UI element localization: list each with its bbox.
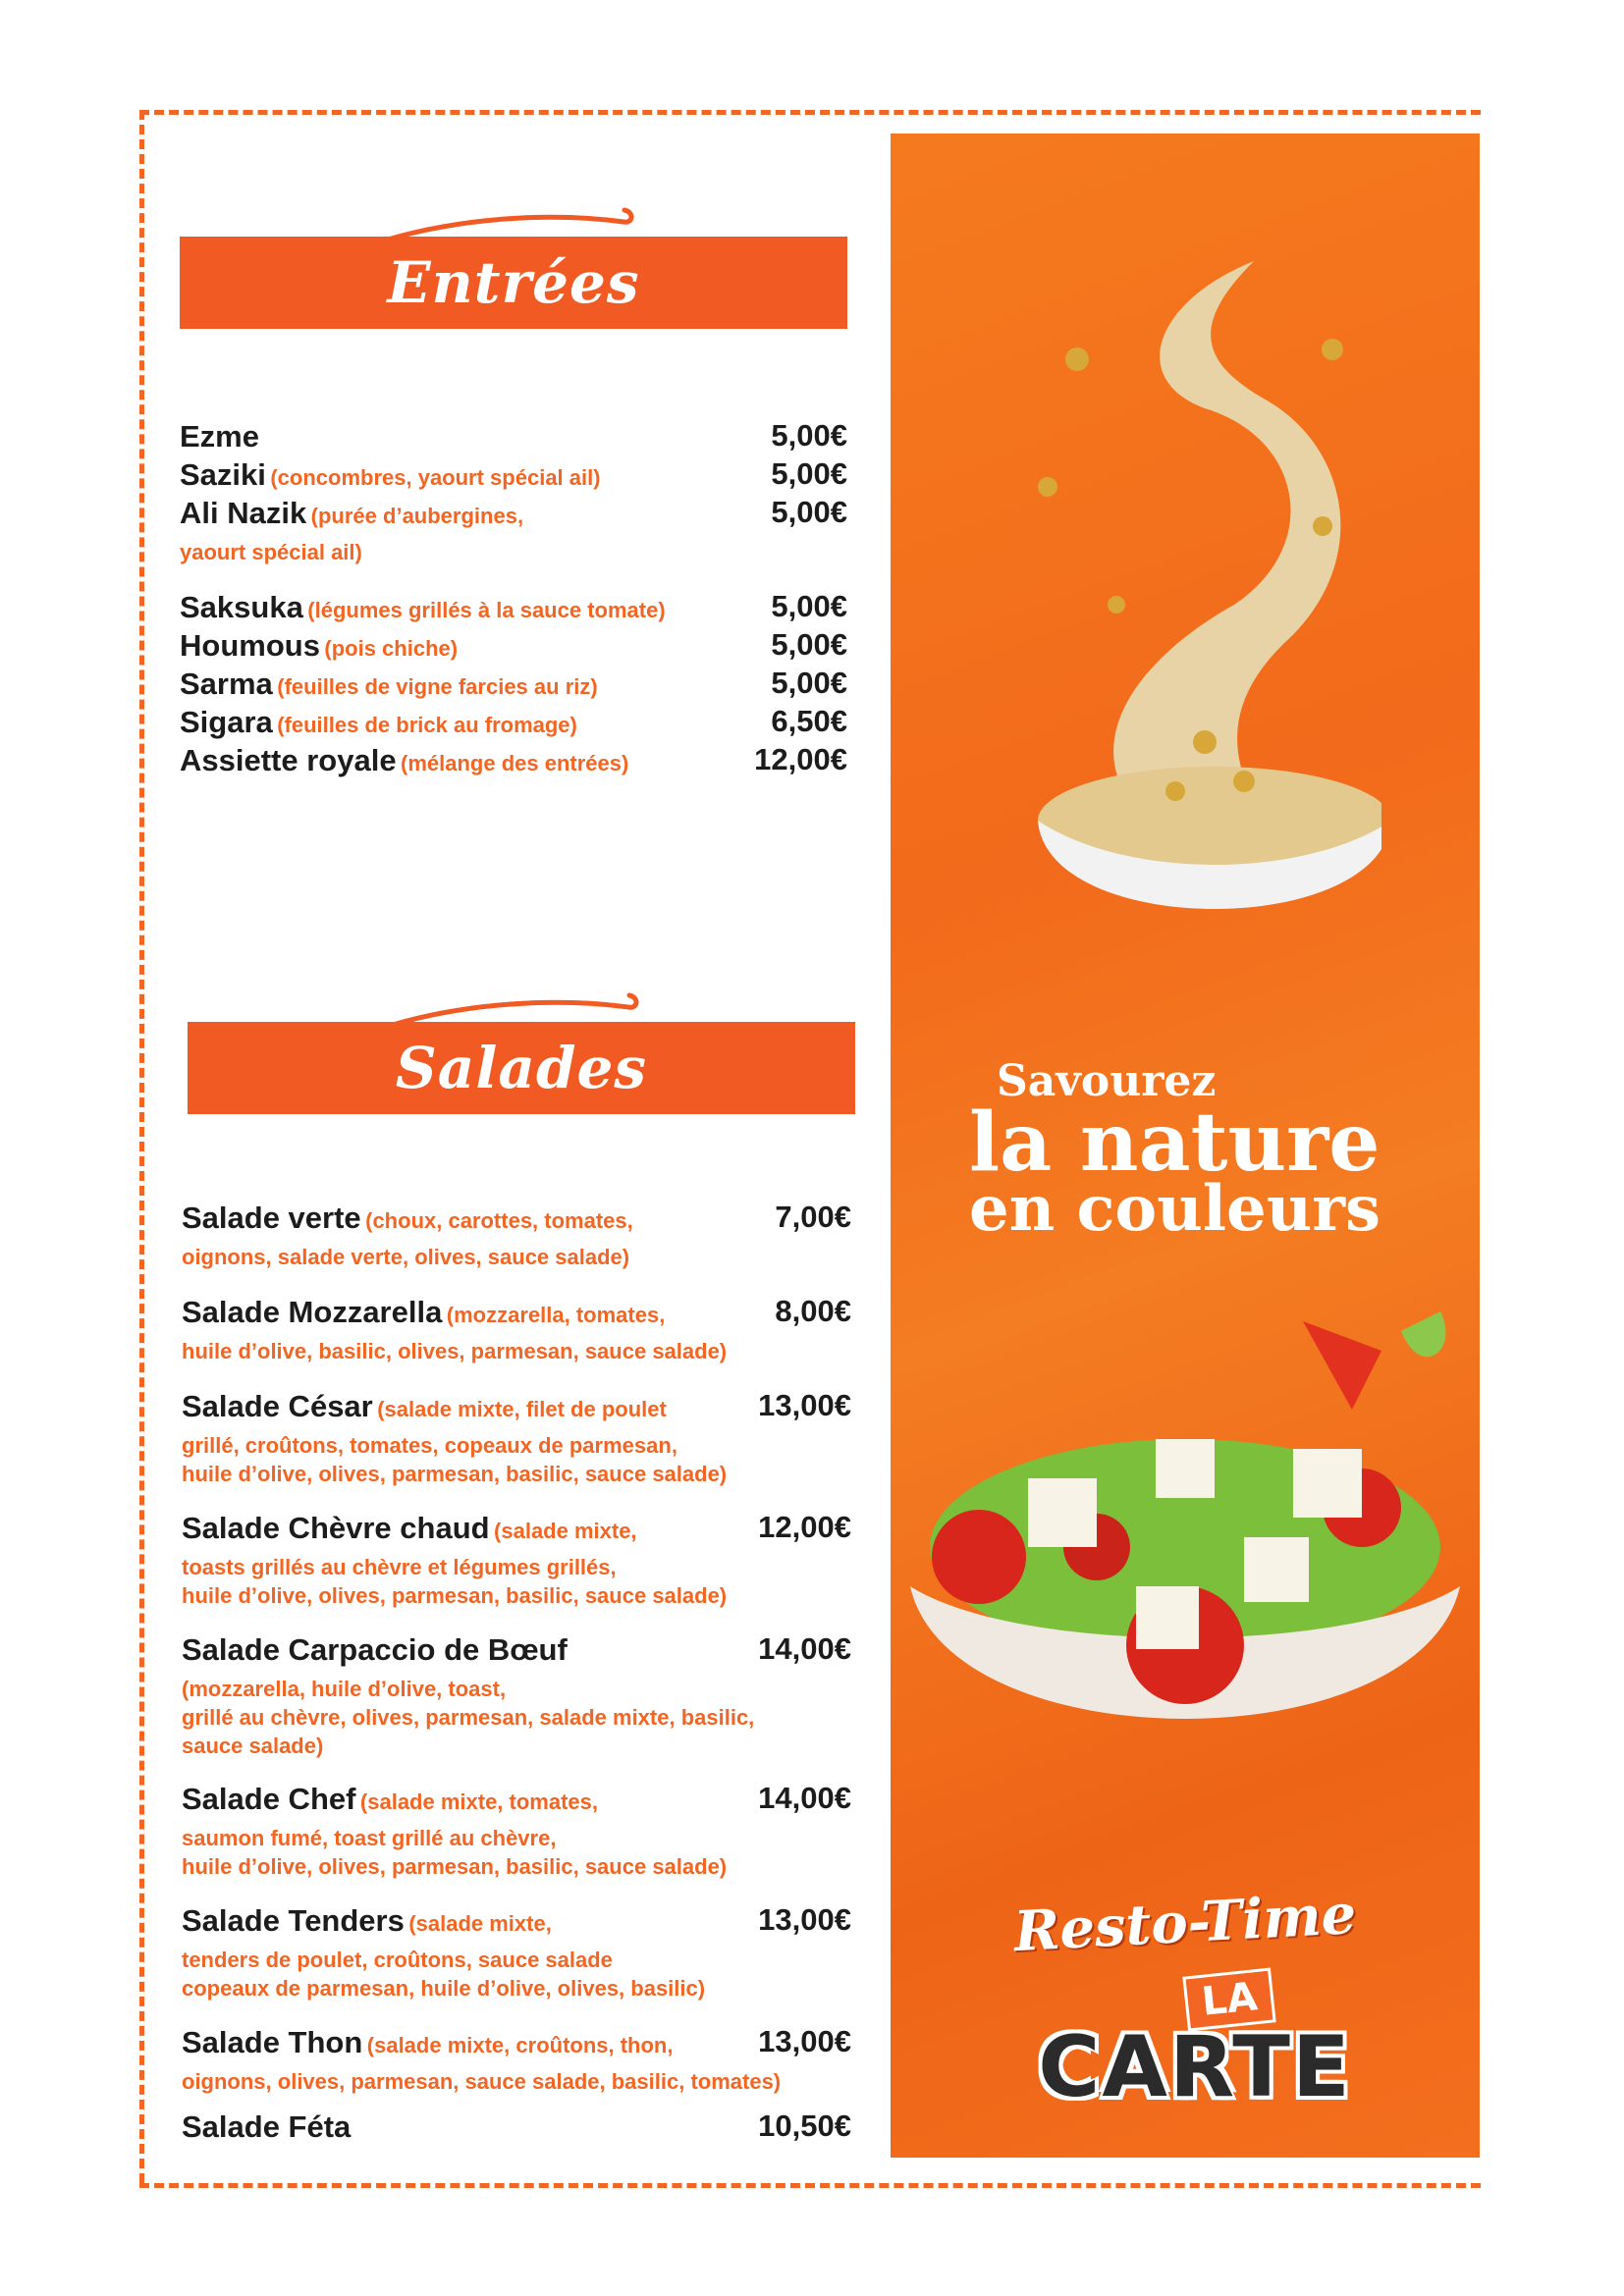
item-name: Ezme bbox=[180, 419, 259, 454]
item-description: (feuilles de vigne farcies au riz) bbox=[277, 674, 598, 699]
brand-carte: CARTE bbox=[1038, 2018, 1352, 2116]
menu-item bbox=[182, 1902, 851, 2002]
item-name: Salade Carpaccio de Bœuf bbox=[182, 1632, 568, 1667]
item-price: 8,00€ bbox=[775, 1294, 851, 1328]
item-description: (légumes grillés à la sauce tomate) bbox=[307, 598, 666, 622]
menu-item bbox=[182, 2109, 851, 2152]
item-description-continued: toasts grillés au chèvre et légumes grillés, huile d’olive, olives, parmesan, basilic, sauce salade) bbox=[182, 1555, 728, 1608]
item-description-continued: saumon fumé, toast grillé au chèvre, huile d’olive, olives, parmesan, basilic, sauce salade) bbox=[182, 1826, 728, 1879]
item-name: Assiette royale bbox=[180, 743, 397, 777]
item-description: (salade mixte, bbox=[494, 1519, 637, 1543]
item-price: 5,00€ bbox=[771, 418, 847, 453]
item-description-continued: huile d’olive, basilic, olives, parmesan, sauce salade) bbox=[182, 1339, 728, 1363]
slogan-line-1: Savourez bbox=[997, 1056, 1217, 1106]
menu-item bbox=[180, 704, 847, 747]
item-price: 13,00€ bbox=[758, 2024, 851, 2058]
menu-item bbox=[180, 627, 847, 670]
item-name: Saziki bbox=[180, 457, 266, 492]
item-name: Salade Chef bbox=[182, 1782, 356, 1816]
slogan-line-3: en couleurs bbox=[969, 1172, 1381, 1246]
item-name: Ali Nazik bbox=[180, 496, 307, 530]
brand-script: Resto-Time bbox=[1012, 1881, 1358, 1965]
section-title-entrees: Entrées bbox=[387, 249, 640, 316]
item-name: Salade Tenders bbox=[182, 1903, 405, 1938]
item-description: (salade mixte, filet de poulet bbox=[377, 1397, 667, 1421]
menu-item bbox=[182, 1388, 851, 1488]
entrees-list bbox=[180, 418, 847, 791]
menu-item bbox=[182, 1294, 851, 1365]
section-title-salades: Salades bbox=[395, 1035, 648, 1101]
menu-item bbox=[180, 456, 847, 500]
item-description: (salade mixte, tomates, bbox=[359, 1789, 599, 1814]
item-description-continued: oignons, olives, parmesan, sauce salade, basilic, tomates) bbox=[182, 2069, 782, 2094]
item-price: 10,50€ bbox=[758, 2109, 851, 2143]
brand-la-badge: LA bbox=[1182, 1967, 1276, 2031]
item-name: Salade César bbox=[182, 1389, 373, 1423]
item-description: (salade mixte, croûtons, thon, bbox=[366, 2033, 674, 2057]
banner-entrees bbox=[180, 237, 847, 329]
item-price: 5,00€ bbox=[771, 666, 847, 700]
menu-item bbox=[182, 1781, 851, 1881]
banner-salades bbox=[188, 1022, 855, 1114]
menu-item bbox=[180, 418, 847, 461]
item-description-continued: tenders de poulet, croûtons, sauce salade copeaux de parmesan, huile d’olive, olives, basilic) bbox=[182, 1948, 706, 2001]
item-price: 12,00€ bbox=[758, 1510, 851, 1544]
slogan-line-2: la nature bbox=[969, 1095, 1380, 1190]
item-description: (pois chiche) bbox=[324, 636, 459, 661]
item-name: Salade Féta bbox=[182, 2109, 352, 2144]
menu-item bbox=[182, 2024, 851, 2096]
item-description: (salade mixte, bbox=[408, 1911, 552, 1936]
item-description: (purée d’aubergines, bbox=[310, 504, 524, 528]
item-name: Sigara bbox=[180, 705, 273, 739]
item-description-continued: grillé, croûtons, tomates, copeaux de parmesan, huile d’olive, olives, parmesan, basilic, sauce salade) bbox=[182, 1433, 728, 1486]
item-description: (choux, carottes, tomates, bbox=[365, 1208, 633, 1233]
item-description: (mozzarella, tomates, bbox=[446, 1303, 666, 1327]
item-name: Houmous bbox=[180, 628, 320, 663]
item-description-continued: (mozzarella, huile d’olive, toast, grillé au chèvre, olives, parmesan, salade mixte, basilic, sauce salade) bbox=[182, 1677, 755, 1758]
item-name: Salade Chèvre chaud bbox=[182, 1511, 490, 1545]
promo-poster bbox=[891, 133, 1480, 2158]
item-price: 5,00€ bbox=[771, 627, 847, 662]
item-description-continued: oignons, salade verte, olives, sauce salade) bbox=[182, 1245, 630, 1269]
frame-top-border bbox=[139, 110, 1481, 115]
item-name: Salade Mozzarella bbox=[182, 1295, 443, 1329]
item-name: Salade verte bbox=[182, 1201, 361, 1235]
menu-item bbox=[182, 1200, 851, 1271]
item-price: 7,00€ bbox=[775, 1200, 851, 1234]
item-price: 5,00€ bbox=[771, 495, 847, 529]
item-price: 5,00€ bbox=[771, 589, 847, 623]
item-price: 6,50€ bbox=[771, 704, 847, 738]
item-price: 5,00€ bbox=[771, 456, 847, 491]
item-description: (feuilles de brick au fromage) bbox=[277, 713, 577, 737]
frame-bottom-border bbox=[139, 2183, 1481, 2188]
menu-item bbox=[180, 589, 847, 632]
hummus-bowl-illustration bbox=[1008, 192, 1381, 1007]
menu-item bbox=[182, 1631, 851, 1760]
menu-item bbox=[180, 742, 847, 785]
item-price: 14,00€ bbox=[758, 1631, 851, 1666]
item-price: 13,00€ bbox=[758, 1388, 851, 1422]
item-description-continued: yaourt spécial ail) bbox=[180, 540, 362, 564]
item-name: Saksuka bbox=[180, 590, 303, 624]
menu-item bbox=[180, 666, 847, 709]
salad-bowl-illustration bbox=[891, 1292, 1480, 1822]
salades-list bbox=[182, 1200, 851, 2142]
item-name: Salade Thon bbox=[182, 2025, 363, 2059]
frame-left-border bbox=[139, 110, 144, 2183]
menu-item bbox=[180, 495, 847, 566]
item-name: Sarma bbox=[180, 667, 273, 701]
menu-item bbox=[182, 1510, 851, 1610]
item-description: (concombres, yaourt spécial ail) bbox=[270, 465, 601, 490]
item-price: 12,00€ bbox=[754, 742, 847, 776]
item-price: 13,00€ bbox=[758, 1902, 851, 1937]
item-price: 14,00€ bbox=[758, 1781, 851, 1815]
item-description: (mélange des entrées) bbox=[401, 751, 629, 775]
